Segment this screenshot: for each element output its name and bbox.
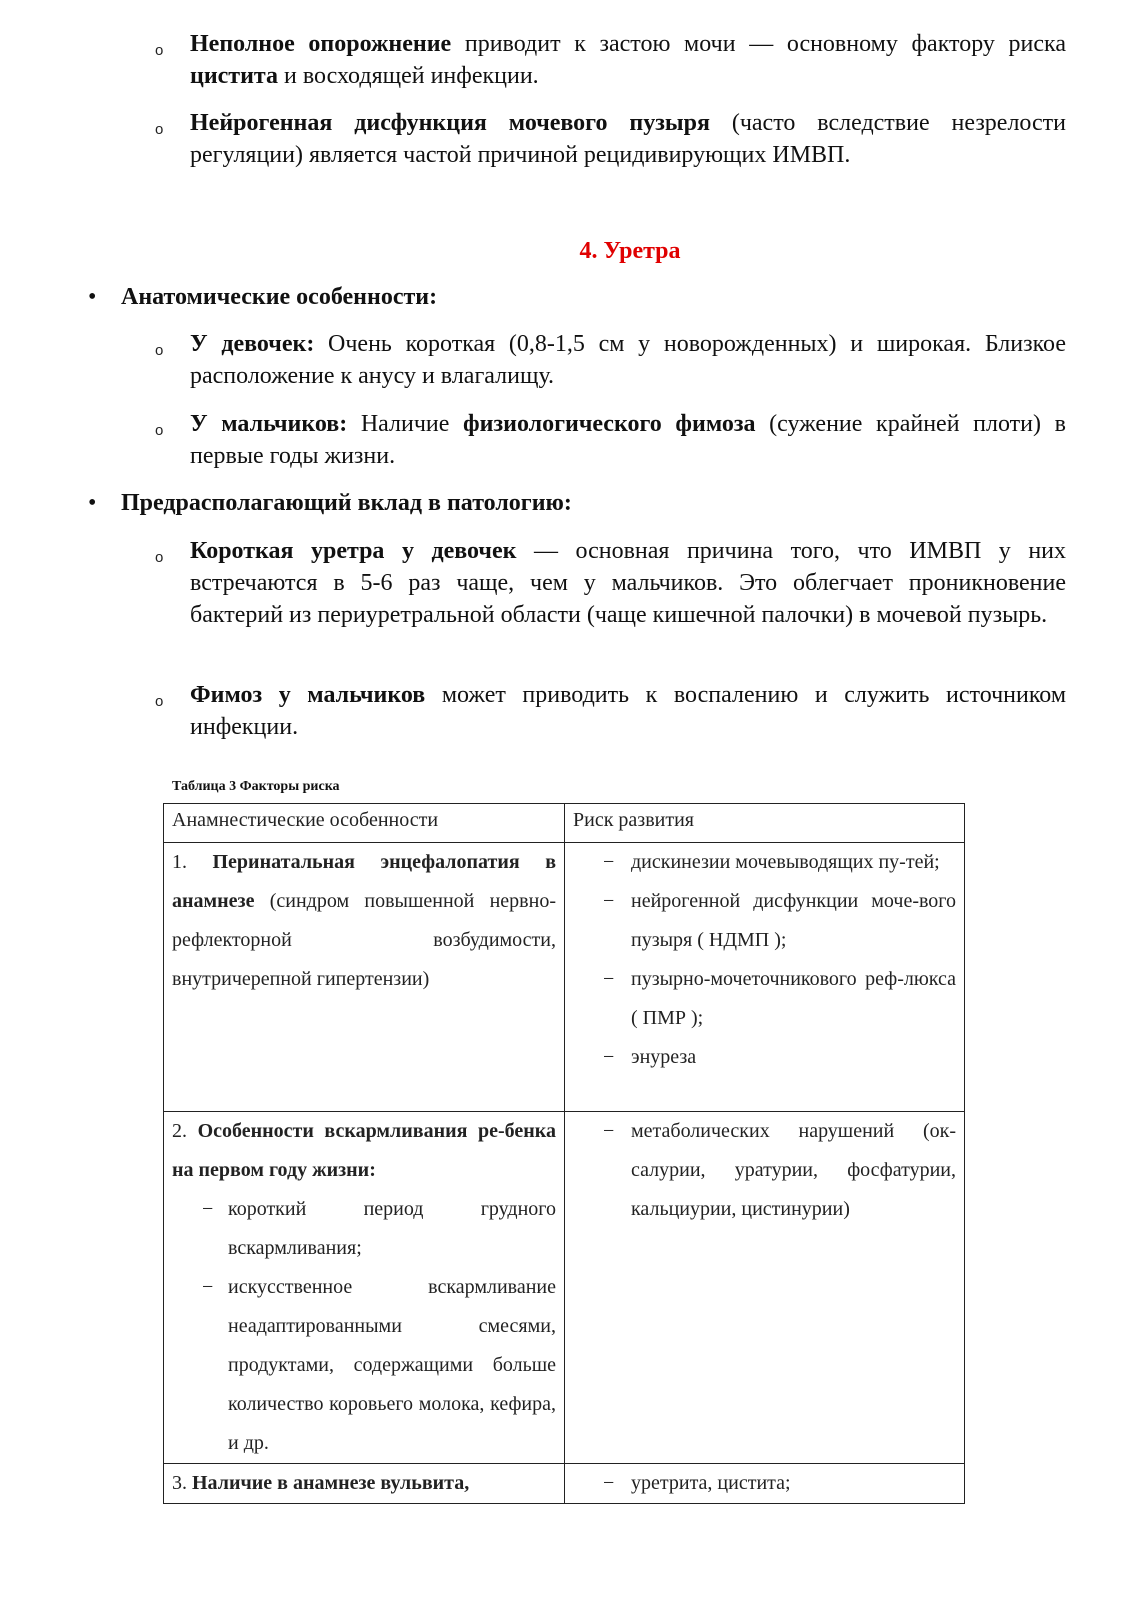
risk-list <box>573 1464 956 1503</box>
list-item-text <box>190 107 1066 171</box>
main-bullet: • <box>88 284 97 310</box>
term-boys: У мальчиков: <box>190 411 348 437</box>
list-item: − искусственное вскармливание неадаптированными смесями, продуктами, содержащими больше количество коровьего молока, кефира, и др. <box>172 1268 556 1463</box>
text: (синдром повышенной нервно-рефлекторной возбудимости, внутричерепной гипертензии) <box>172 890 556 990</box>
text: Очень короткая (0,8-1,5 см у новорожденных) и широкая. Близкое расположение к анусу и влагалищу. <box>190 331 1066 389</box>
list-item: − метаболических нарушений (ок-салурии, уратурии, фосфатурии, кальциурии, цистинурии) <box>573 1112 956 1229</box>
risk-factors-table <box>163 803 965 1504</box>
main-item-title: Анатомические особенности: <box>121 284 438 310</box>
table-row <box>164 843 965 1112</box>
term-neurogenic-dysfunction: Нейрогенная дисфункция мочевого пузыря <box>190 110 710 136</box>
row-number: 2. <box>172 1120 198 1142</box>
term-short-urethra: Короткая уретра у девочек <box>190 538 517 564</box>
term-cystitis: цистита <box>190 63 279 89</box>
section-heading: 4. Уретра <box>579 238 681 264</box>
text: приводит к застою мочи — основному фактору риска <box>451 31 1066 57</box>
list-item-text <box>190 679 1066 743</box>
text: (сужение крайней плоти) в первые годы жизни. <box>190 411 1066 469</box>
row-title: Наличие в анамнезе вульвита, <box>192 1472 470 1494</box>
sub-bullet: o <box>155 342 164 359</box>
table-cell <box>164 843 565 1112</box>
list-item-text <box>190 408 1066 472</box>
table-row <box>164 1464 965 1504</box>
list-item: − уретрита, цистита; <box>573 1464 956 1503</box>
list-item: − дискинезии мочевыводящих пу-тей; <box>573 843 956 882</box>
list-item-text <box>190 535 1066 631</box>
risk-list <box>573 1112 956 1229</box>
table-cell <box>164 1464 565 1504</box>
term-girls: У девочек: <box>190 331 315 357</box>
list-item-text <box>190 28 1066 92</box>
row-heading <box>172 1112 556 1190</box>
table-row <box>164 1112 965 1464</box>
sub-bullet: o <box>155 549 164 566</box>
row-number: 1. <box>172 851 213 873</box>
risk-list <box>573 843 956 1077</box>
feeding-list <box>172 1190 556 1463</box>
sub-bullet: o <box>155 693 164 710</box>
list-item: − пузырно-мочеточникового реф-люкса ( ПМР ); <box>573 960 956 1038</box>
list-item-text <box>190 328 1066 392</box>
row-title: Особенности вскармливания ре-бенка на первом году жизни: <box>172 1120 557 1181</box>
main-bullet: • <box>88 490 97 516</box>
term-phimosis-boys: Фимоз у мальчиков <box>190 682 426 708</box>
table-header-row <box>164 804 965 843</box>
text: (часто вследствие незрелости регуляции) является частой причиной рецидивирующих ИМВП. <box>190 110 1067 168</box>
text: Наличие <box>347 411 464 437</box>
text: может приводить к воспалению и служить источником инфекции. <box>190 682 1067 740</box>
main-item-title: Предрасполагающий вклад в патологию: <box>121 490 572 516</box>
sub-bullet: o <box>155 42 164 59</box>
list-item: − энуреза <box>573 1038 956 1077</box>
list-item: − короткий период грудного вскармливания; <box>172 1190 556 1268</box>
sub-bullet: o <box>155 422 164 439</box>
table-header-cell: Анамнестические особенности <box>164 804 565 843</box>
term-incomplete-emptying: Неполное опорожнение <box>190 31 452 57</box>
text: и восходящей инфекции. <box>278 63 539 89</box>
table-header-cell: Риск развития <box>565 804 965 843</box>
sub-bullet: o <box>155 121 164 138</box>
table-caption: Таблица 3 Факторы риска <box>172 779 340 794</box>
list-item: − нейрогенной дисфункции моче-вого пузыря ( НДМП ); <box>573 882 956 960</box>
table-cell <box>565 1112 965 1464</box>
table-cell <box>164 1112 565 1464</box>
text: — основная причина того, что ИМВП у них встречаются в 5-6 раз чаще, чем у мальчиков. Это облегчает проникновение бактерий из периуретральной области (чаще кишечной палочки) в мочевой пузырь. <box>190 538 1067 628</box>
term-phimosis: физиологического фимоза <box>463 411 756 437</box>
row-title: Перинатальная энцефалопатия в анамнезе <box>172 851 556 912</box>
table-cell <box>565 843 965 1112</box>
row-number: 3. <box>172 1472 192 1494</box>
table-cell <box>565 1464 965 1504</box>
